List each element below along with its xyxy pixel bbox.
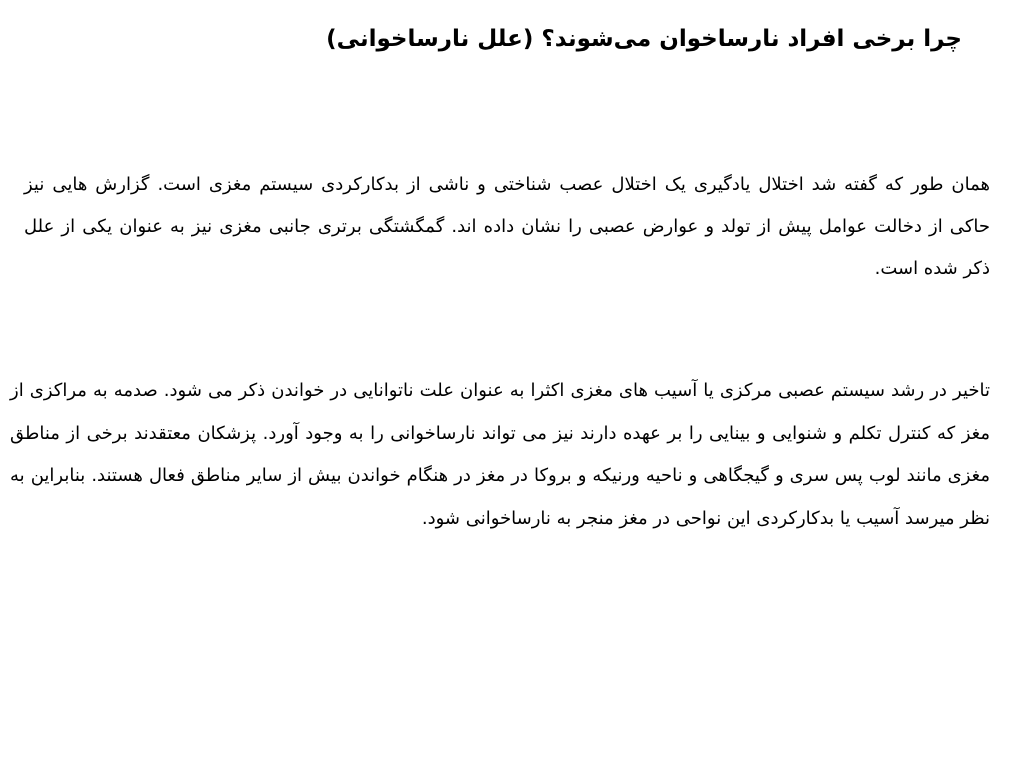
paragraph-brain-dysfunction: همان طور که گفته شد اختلال یادگیری یک اختلال عصب شناختی و ناشی از بدکارکردی سیستم مغزی است. گزارش هایی نیز حاکی از دخالت عوامل پیش از تولد و عوارض عصبی را نشان داده اند. گمگشتگی برتری جانبی مغزی نیز به عنوان یکی از علل ذکر شده است. [24,174,990,279]
slide-title: چرا برخی افراد نارساخوان می‌شوند؟ (علل نارساخوانی) [326,26,962,52]
paragraph-cns-delay: تاخیر در رشد سیستم عصبی مرکزی یا آسیب های مغزی اکثرا به عنوان علت ناتوانایی در خواندن ذکر می شود. صدمه به مراکزی از مغز که کنترل تکلم و شنوایی و بینایی را بر عهده دارند نیز می تواند نارساخوانی را به وجود آورد. پزشکان معتقدند برخی از مناطق مغزی مانند لوب پس سری و گیجگاهی و ناحیه ورنیکه و بروکا در مغز در هنگام خواندن بیش از سایر مناطق فعال هستند. بنابراین به نظر میرسد آسیب یا بدکارکردی این نواحی در مغز منجر به نارساخوانی شود. [10,380,990,529]
